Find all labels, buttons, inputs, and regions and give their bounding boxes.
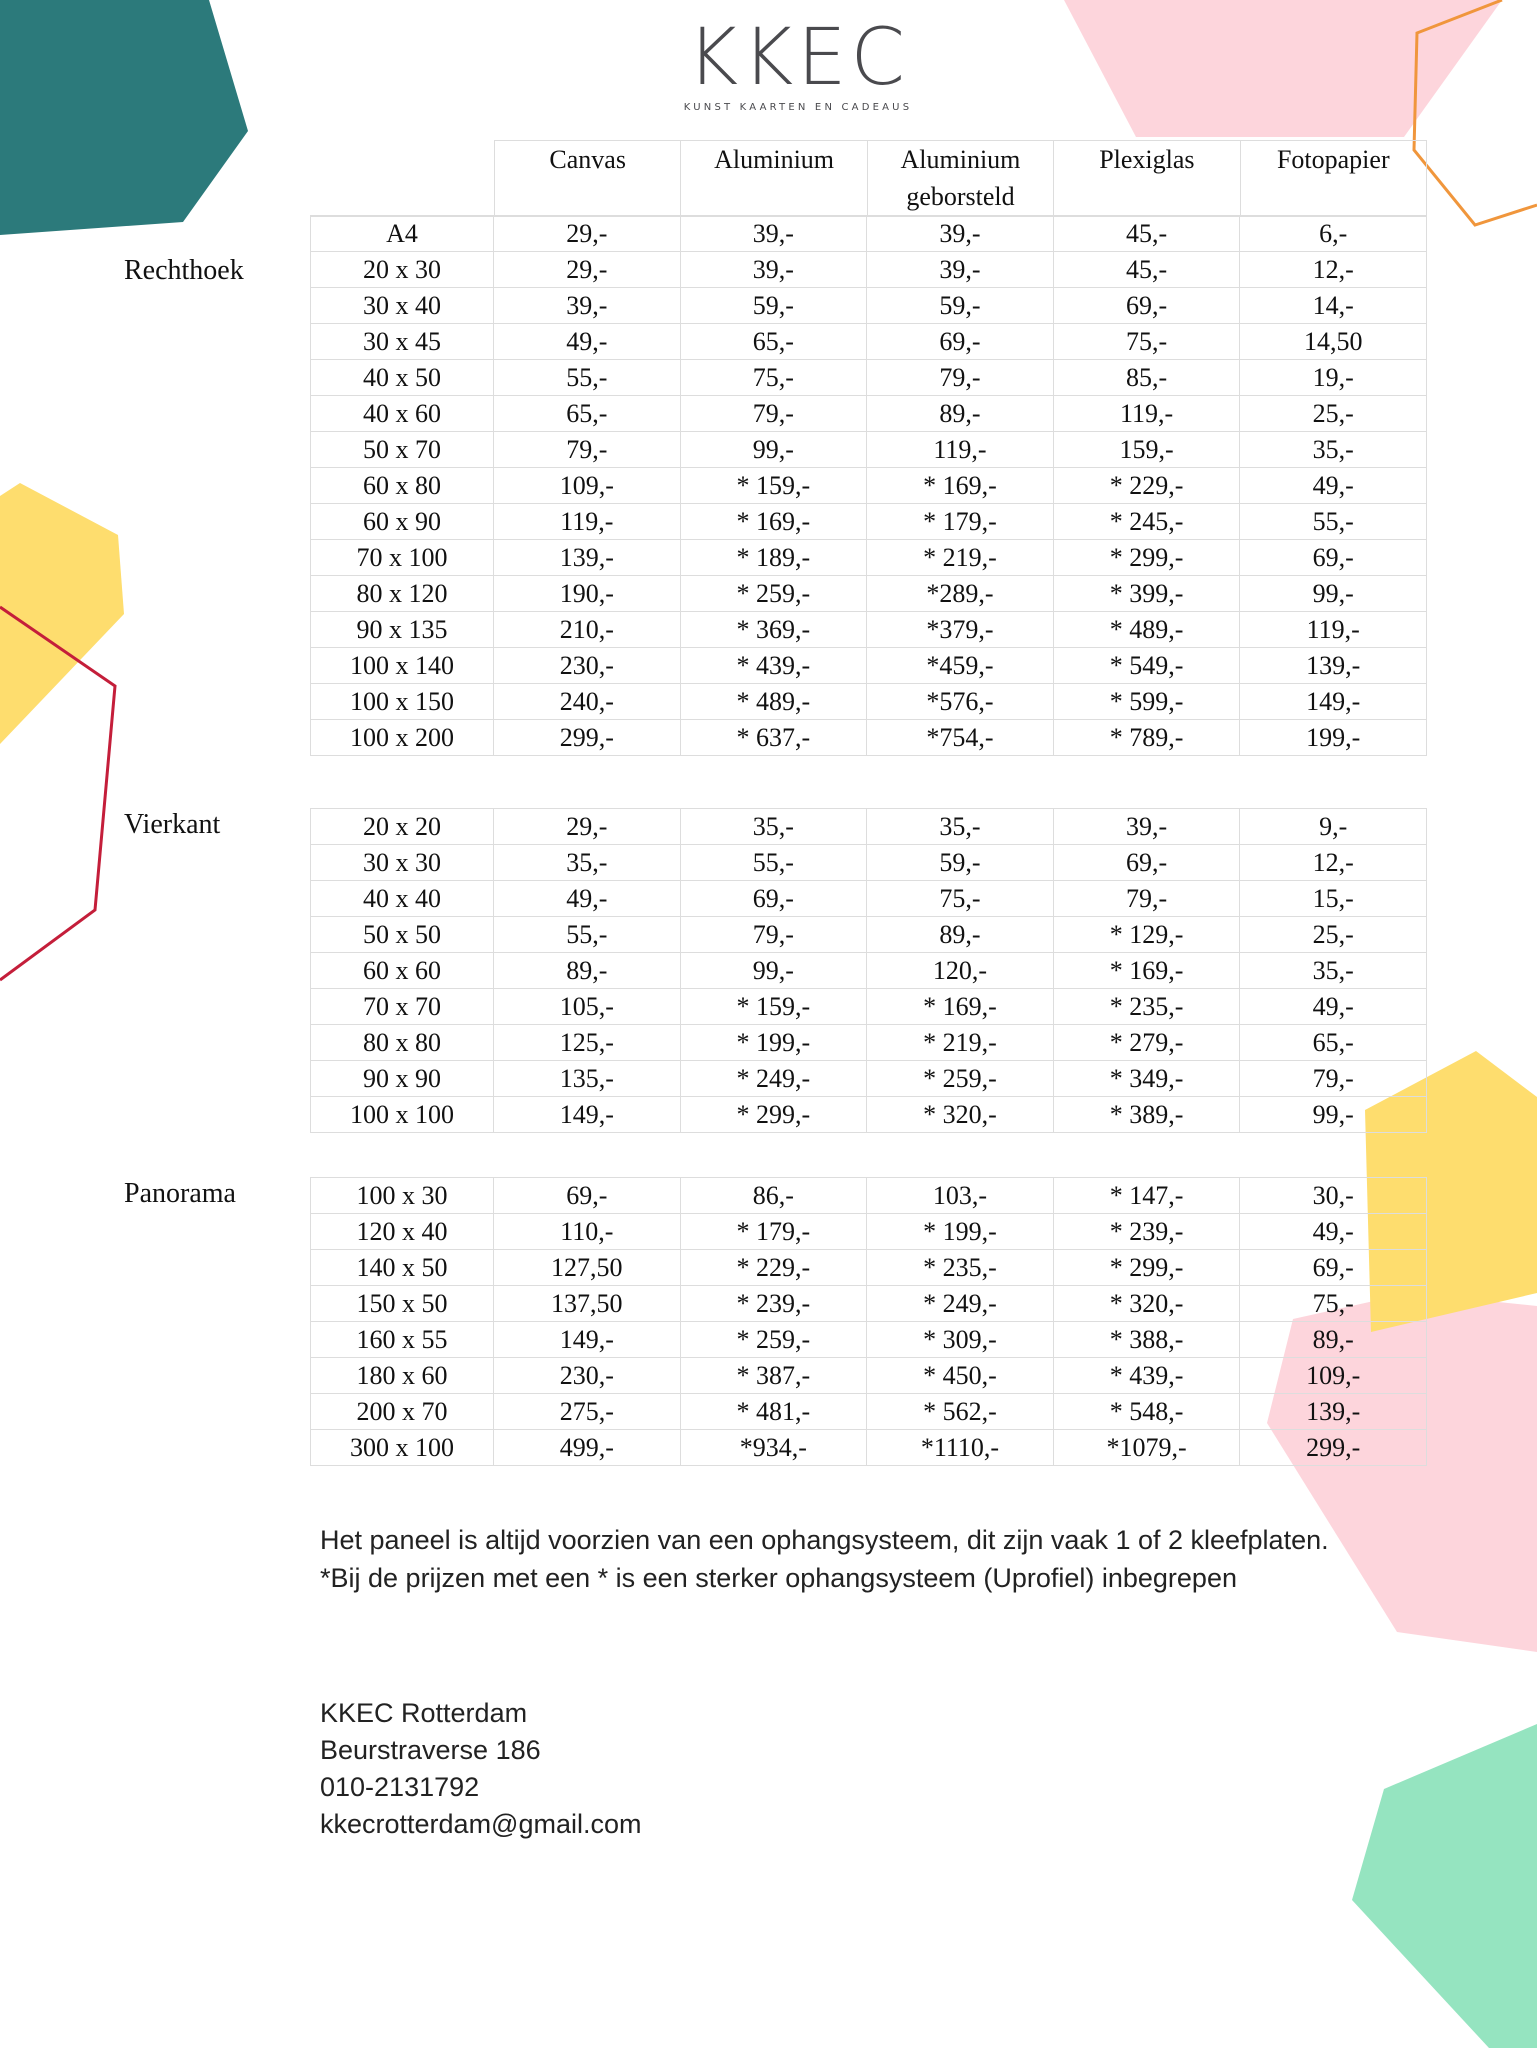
price-cell: * 147,-	[1053, 1178, 1240, 1214]
price-cell: 89,-	[1240, 1322, 1427, 1358]
size-cell: 100 x 150	[311, 684, 494, 720]
price-cell: 29,-	[494, 216, 681, 252]
price-cell: * 219,-	[867, 1025, 1054, 1061]
price-cell: 9,-	[1240, 809, 1427, 845]
price-cell: 190,-	[494, 576, 681, 612]
price-cell: * 229,-	[1053, 468, 1240, 504]
price-cell: 86,-	[680, 1178, 867, 1214]
price-cell: * 245,-	[1053, 504, 1240, 540]
price-cell: * 387,-	[680, 1358, 867, 1394]
price-cell: *1079,-	[1053, 1430, 1240, 1466]
table-row	[311, 612, 1427, 648]
price-cell: 99,-	[1240, 1097, 1427, 1133]
price-cell: 139,-	[1240, 648, 1427, 684]
contact-address: Beurstraverse 186	[320, 1735, 541, 1765]
table-row	[311, 720, 1427, 756]
size-cell: 70 x 70	[311, 989, 494, 1025]
size-cell: 40 x 40	[311, 881, 494, 917]
price-cell: 65,-	[1240, 1025, 1427, 1061]
size-cell: 200 x 70	[311, 1394, 494, 1430]
price-cell: 69,-	[680, 881, 867, 917]
price-cell: 89,-	[867, 396, 1054, 432]
price-cell: 149,-	[494, 1097, 681, 1133]
table-row	[311, 468, 1427, 504]
column-header-plexiglas: Plexiglas	[1054, 141, 1240, 217]
price-cell: 49,-	[494, 881, 681, 917]
price-cell: 275,-	[494, 1394, 681, 1430]
table-row	[311, 396, 1427, 432]
price-cell: 65,-	[680, 324, 867, 360]
price-cell: * 179,-	[867, 504, 1054, 540]
column-header-fotopapier: Fotopapier	[1240, 141, 1426, 217]
price-cell: * 189,-	[680, 540, 867, 576]
table-row	[311, 1214, 1427, 1250]
price-cell: * 129,-	[1053, 917, 1240, 953]
price-cell: * 299,-	[1053, 540, 1240, 576]
price-cell: 119,-	[494, 504, 681, 540]
price-cell: * 548,-	[1053, 1394, 1240, 1430]
size-cell: 90 x 135	[311, 612, 494, 648]
price-cell: 89,-	[494, 953, 681, 989]
price-cell: *754,-	[867, 720, 1054, 756]
price-cell: * 279,-	[1053, 1025, 1240, 1061]
logo-mark: KKEC	[686, 13, 910, 103]
size-cell: 120 x 40	[311, 1214, 494, 1250]
price-cell: * 199,-	[867, 1214, 1054, 1250]
size-cell: 80 x 80	[311, 1025, 494, 1061]
price-cell: 55,-	[494, 917, 681, 953]
size-cell: 180 x 60	[311, 1358, 494, 1394]
price-cell: 45,-	[1053, 216, 1240, 252]
price-cell: * 259,-	[680, 576, 867, 612]
table-row	[311, 1061, 1427, 1097]
table-row	[311, 1394, 1427, 1430]
price-cell: * 439,-	[680, 648, 867, 684]
size-cell: 30 x 30	[311, 845, 494, 881]
price-cell: 85,-	[1053, 360, 1240, 396]
table-row	[311, 360, 1427, 396]
section-title-panorama: Panorama	[124, 1178, 236, 1209]
size-cell: 160 x 55	[311, 1322, 494, 1358]
price-cell: 137,50	[494, 1286, 681, 1322]
size-cell: 300 x 100	[311, 1430, 494, 1466]
size-cell: 20 x 30	[311, 252, 494, 288]
table-row	[311, 1250, 1427, 1286]
logo-tagline: KUNST KAARTEN EN CADEAUS	[683, 102, 913, 113]
price-cell: * 439,-	[1053, 1358, 1240, 1394]
size-cell: 60 x 60	[311, 953, 494, 989]
size-cell: 70 x 100	[311, 540, 494, 576]
price-cell: * 169,-	[867, 468, 1054, 504]
price-cell: 119,-	[867, 432, 1054, 468]
price-cell: 35,-	[680, 809, 867, 845]
price-cell: 39,-	[867, 216, 1054, 252]
price-cell: 69,-	[494, 1178, 681, 1214]
size-cell: 50 x 50	[311, 917, 494, 953]
price-cell: 35,-	[1240, 953, 1427, 989]
price-cell: 119,-	[1240, 612, 1427, 648]
price-cell: 89,-	[867, 917, 1054, 953]
price-cell: 499,-	[494, 1430, 681, 1466]
size-cell: 20 x 20	[311, 809, 494, 845]
price-cell: * 489,-	[1053, 612, 1240, 648]
price-cell: 139,-	[1240, 1394, 1427, 1430]
size-cell: 100 x 200	[311, 720, 494, 756]
price-cell: 109,-	[1240, 1358, 1427, 1394]
size-cell: 100 x 30	[311, 1178, 494, 1214]
size-cell: 50 x 70	[311, 432, 494, 468]
table-row	[311, 1430, 1427, 1466]
price-cell: * 249,-	[680, 1061, 867, 1097]
price-cell: * 369,-	[680, 612, 867, 648]
price-cell: 159,-	[1053, 432, 1240, 468]
price-cell: 25,-	[1240, 917, 1427, 953]
table-row	[311, 684, 1427, 720]
size-cell: A4	[311, 216, 494, 252]
price-cell: * 388,-	[1053, 1322, 1240, 1358]
price-cell: 230,-	[494, 1358, 681, 1394]
price-cell: 127,50	[494, 1250, 681, 1286]
table-row	[311, 540, 1427, 576]
price-cell: 29,-	[494, 809, 681, 845]
price-cell: 149,-	[494, 1322, 681, 1358]
price-cell: * 320,-	[867, 1097, 1054, 1133]
price-cell: * 239,-	[680, 1286, 867, 1322]
price-cell: 75,-	[867, 881, 1054, 917]
price-cell: 103,-	[867, 1178, 1054, 1214]
size-cell: 30 x 40	[311, 288, 494, 324]
price-cell: 49,-	[1240, 989, 1427, 1025]
price-cell: 14,50	[1240, 324, 1427, 360]
price-cell: 79,-	[494, 432, 681, 468]
price-cell: 69,-	[1240, 540, 1427, 576]
price-cell: 49,-	[1240, 1214, 1427, 1250]
table-row	[311, 504, 1427, 540]
price-cell: 6,-	[1240, 216, 1427, 252]
price-cell: 120,-	[867, 953, 1054, 989]
price-cell: 59,-	[867, 845, 1054, 881]
note-ophangsysteem: Het paneel is altijd voorzien van een ophangsysteem, dit zijn vaak 1 of 2 kleefplaten.	[320, 1525, 1329, 1555]
yellow-hexagon-shape-left	[0, 483, 124, 744]
size-cell: 60 x 80	[311, 468, 494, 504]
price-cell: * 169,-	[680, 504, 867, 540]
column-header-aluminium-geborsteld: Aluminium geborsteld	[867, 141, 1053, 217]
price-cell: 39,-	[494, 288, 681, 324]
price-cell: 39,-	[1053, 809, 1240, 845]
price-cell: 49,-	[1240, 468, 1427, 504]
price-cell: * 399,-	[1053, 576, 1240, 612]
price-cell: 79,-	[1240, 1061, 1427, 1097]
price-cell: 59,-	[867, 288, 1054, 324]
price-cell: * 199,-	[680, 1025, 867, 1061]
contact-email[interactable]: kkecrotterdam@gmail.com	[320, 1809, 642, 1839]
price-cell: * 299,-	[1053, 1250, 1240, 1286]
column-header-canvas: Canvas	[495, 141, 681, 217]
price-cell: 12,-	[1240, 845, 1427, 881]
price-cell: * 259,-	[867, 1061, 1054, 1097]
price-cell: * 549,-	[1053, 648, 1240, 684]
size-cell: 100 x 140	[311, 648, 494, 684]
price-cell: 75,-	[1053, 324, 1240, 360]
contact-name: KKEC Rotterdam	[320, 1698, 528, 1728]
table-row	[311, 881, 1427, 917]
price-cell: 55,-	[680, 845, 867, 881]
table-row	[311, 252, 1427, 288]
price-cell: * 637,-	[680, 720, 867, 756]
contact-phone: 010-2131792	[320, 1772, 480, 1802]
price-cell: 210,-	[494, 612, 681, 648]
header-corner	[310, 141, 495, 217]
kkec-logo	[683, 13, 913, 113]
column-header-table	[310, 140, 1427, 217]
price-cell: 109,-	[494, 468, 681, 504]
price-cell: * 259,-	[680, 1322, 867, 1358]
table-row	[311, 1178, 1427, 1214]
price-cell: 149,-	[1240, 684, 1427, 720]
price-cell: 45,-	[1053, 252, 1240, 288]
table-row	[311, 989, 1427, 1025]
size-cell: 40 x 50	[311, 360, 494, 396]
price-cell: * 159,-	[680, 989, 867, 1025]
price-cell: 49,-	[494, 324, 681, 360]
price-cell: 69,-	[1240, 1250, 1427, 1286]
price-cell: 105,-	[494, 989, 681, 1025]
price-cell: 29,-	[494, 252, 681, 288]
table-row	[311, 1322, 1427, 1358]
size-cell: 40 x 60	[311, 396, 494, 432]
price-cell: 75,-	[1240, 1286, 1427, 1322]
price-cell: 199,-	[1240, 720, 1427, 756]
price-cell: 55,-	[494, 360, 681, 396]
price-cell: 99,-	[680, 432, 867, 468]
section-title-rechthoek: Rechthoek	[124, 255, 244, 286]
price-cell: *379,-	[867, 612, 1054, 648]
size-cell: 100 x 100	[311, 1097, 494, 1133]
price-cell: 30,-	[1240, 1178, 1427, 1214]
price-cell: 99,-	[680, 953, 867, 989]
price-cell: 35,-	[1240, 432, 1427, 468]
price-cell: *459,-	[867, 648, 1054, 684]
price-cell: * 219,-	[867, 540, 1054, 576]
price-cell: * 320,-	[1053, 1286, 1240, 1322]
price-cell: * 489,-	[680, 684, 867, 720]
price-cell: * 299,-	[680, 1097, 867, 1133]
price-cell: 110,-	[494, 1214, 681, 1250]
price-cell: 299,-	[494, 720, 681, 756]
table-row	[311, 1097, 1427, 1133]
price-cell: 99,-	[1240, 576, 1427, 612]
price-cell: * 450,-	[867, 1358, 1054, 1394]
table-row	[311, 288, 1427, 324]
price-cell: 15,-	[1240, 881, 1427, 917]
price-cell: 39,-	[867, 252, 1054, 288]
table-row	[311, 917, 1427, 953]
size-cell: 80 x 120	[311, 576, 494, 612]
price-table-panorama	[310, 1177, 1427, 1466]
size-cell: 140 x 50	[311, 1250, 494, 1286]
price-cell: 19,-	[1240, 360, 1427, 396]
section-title-vierkant: Vierkant	[124, 809, 221, 840]
price-cell: * 179,-	[680, 1214, 867, 1250]
price-cell: *934,-	[680, 1430, 867, 1466]
table-row	[311, 1025, 1427, 1061]
price-table-rechthoek	[310, 215, 1427, 756]
price-cell: 35,-	[494, 845, 681, 881]
price-cell: * 169,-	[1053, 953, 1240, 989]
size-cell: 60 x 90	[311, 504, 494, 540]
size-cell: 150 x 50	[311, 1286, 494, 1322]
table-row	[311, 216, 1427, 252]
price-cell: 12,-	[1240, 252, 1427, 288]
header-row	[310, 141, 1427, 217]
price-cell: 79,-	[1053, 881, 1240, 917]
green-hexagon-shape	[1352, 1724, 1537, 2048]
price-cell: * 239,-	[1053, 1214, 1240, 1250]
price-cell: 139,-	[494, 540, 681, 576]
price-cell: * 159,-	[680, 468, 867, 504]
price-cell: 59,-	[680, 288, 867, 324]
table-row	[311, 432, 1427, 468]
price-cell: 69,-	[1053, 288, 1240, 324]
table-row	[311, 576, 1427, 612]
table-row	[311, 324, 1427, 360]
table-row	[311, 648, 1427, 684]
price-cell: * 235,-	[867, 1250, 1054, 1286]
table-row	[311, 845, 1427, 881]
price-cell: 35,-	[867, 809, 1054, 845]
price-cell: * 169,-	[867, 989, 1054, 1025]
price-cell: 125,-	[494, 1025, 681, 1061]
price-cell: *576,-	[867, 684, 1054, 720]
price-cell: 299,-	[1240, 1430, 1427, 1466]
price-cell: * 349,-	[1053, 1061, 1240, 1097]
note-uprofiel: *Bij de prijzen met een * is een sterker ophangsysteem (Uprofiel) inbegrepen	[320, 1563, 1237, 1593]
size-cell: 90 x 90	[311, 1061, 494, 1097]
price-cell: 65,-	[494, 396, 681, 432]
pink-hexagon-shape	[1064, 0, 1502, 137]
price-cell: 75,-	[680, 360, 867, 396]
price-cell: * 249,-	[867, 1286, 1054, 1322]
size-cell: 30 x 45	[311, 324, 494, 360]
price-cell: *289,-	[867, 576, 1054, 612]
teal-hexagon-shape	[0, 0, 248, 235]
price-cell: 69,-	[867, 324, 1054, 360]
price-cell: * 235,-	[1053, 989, 1240, 1025]
price-cell: * 562,-	[867, 1394, 1054, 1430]
price-cell: 69,-	[1053, 845, 1240, 881]
price-table-vierkant	[310, 808, 1427, 1133]
table-row	[311, 953, 1427, 989]
column-header-aluminium: Aluminium	[681, 141, 867, 217]
table-row	[311, 1286, 1427, 1322]
price-cell: 25,-	[1240, 396, 1427, 432]
price-cell: 119,-	[1053, 396, 1240, 432]
price-cell: * 389,-	[1053, 1097, 1240, 1133]
price-cell: *1110,-	[867, 1430, 1054, 1466]
table-row	[311, 1358, 1427, 1394]
price-cell: 79,-	[680, 917, 867, 953]
price-cell: 230,-	[494, 648, 681, 684]
price-cell: * 599,-	[1053, 684, 1240, 720]
price-cell: 79,-	[867, 360, 1054, 396]
price-cell: 79,-	[680, 396, 867, 432]
price-cell: 55,-	[1240, 504, 1427, 540]
price-cell: * 481,-	[680, 1394, 867, 1430]
price-cell: 39,-	[680, 252, 867, 288]
price-cell: * 229,-	[680, 1250, 867, 1286]
price-cell: 14,-	[1240, 288, 1427, 324]
price-cell: * 309,-	[867, 1322, 1054, 1358]
price-cell: 240,-	[494, 684, 681, 720]
table-row	[311, 809, 1427, 845]
price-cell: * 789,-	[1053, 720, 1240, 756]
price-cell: 39,-	[680, 216, 867, 252]
price-cell: 135,-	[494, 1061, 681, 1097]
